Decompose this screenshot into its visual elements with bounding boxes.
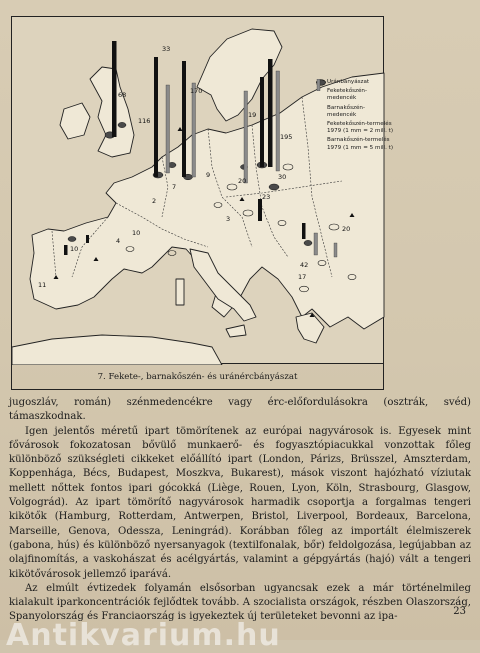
- brown-coal-bar-icon: [316, 137, 327, 138]
- legend-item-brown-coal-basins: Barnakőszén-medencék: [316, 105, 394, 119]
- label-17: 17: [298, 273, 307, 281]
- label-20: 20: [342, 225, 351, 233]
- label-9: 9: [206, 171, 211, 179]
- label-42: 42: [300, 261, 309, 269]
- label-2: 2: [152, 197, 157, 205]
- watermark: Antikvarium.hu: [6, 618, 281, 653]
- brown-coal-basin-icon: [316, 105, 327, 106]
- legend-item-uranium: Uránbányászat: [316, 79, 394, 86]
- body-text: [9, 396, 471, 625]
- label-68: 68: [118, 91, 127, 99]
- legend-item-black-coal-production: Feketekőszén-termelés 1979 (1 mm = 2 mill. t): [316, 121, 394, 135]
- greece-shape: [296, 313, 324, 343]
- label-116: 116: [138, 117, 151, 125]
- label-170: 170: [190, 87, 203, 95]
- africa-coast-shape: [12, 335, 222, 365]
- paragraph: Az elmúlt évtizedek folyamán elsősorban ugyancsak ezek a már történelmileg kialakult iparkoncentrációk fejlődtek tovább. A szocialista országok, részben Olaszország, Spanyolország és Franciaország is igyekeztek új területeket bevonni az ipa-: [9, 582, 471, 623]
- page-number: 23: [453, 606, 466, 617]
- label-19: 19: [248, 111, 257, 119]
- paragraph: jugoszláv, román) szénmedencékre vagy érc-előfordulásokra (osztrák, svéd) támaszkodnak.: [9, 397, 471, 423]
- label-4: 4: [116, 237, 121, 245]
- sardinia-shape: [176, 279, 184, 305]
- label-30: 30: [278, 173, 287, 181]
- label-10a: 10: [70, 245, 79, 253]
- legend-item-black-coal-basins: Feketekőszén-medencék: [316, 88, 394, 102]
- label-195: 195: [280, 133, 293, 141]
- paragraph: Igen jelentős méretű ipart tömörítenek az európai nagyvárosok is. Egyesek mint fővárosok fokozatosan bővülő munkaerő- és fogyasztópiacukkal vonzottak főleg különböző szükségleti cikkeket előállító ipart (London, Párizs, Brüsszel, Amszterdam, Koppenhága, Bécs, Budapest, Moszkva, Bukarest), mások viszont hajózható víziutak mellett nőttek fontos ipari gócokká (Liège, Rouen, Lyon, Köln, Strasbourg, Glasgow, Volgográd). Az ipart tömörítő nagyvárosok harmadik csoportja a forgalmas tengeri kikötők (Hamburg, Rotterdam, Antwerpen, Bristol, Liverpool, Bordeaux, Barcelona, Marseille, Genova, Odessza, Leningrád). Korábban főleg az importált élelmiszerek (gabona, hús) és különböző nyersanyagok (textilfonalak, bőr) feldolgozása, legújabban az olajfinomítás, a vaskohászat és acélgyártás, valamint a gépgyártás (hajó) vált a tengeri kikötővárosok jellemző iparává.: [9, 425, 471, 580]
- europe-map: [12, 17, 385, 365]
- map-figure: [11, 16, 394, 364]
- figure-caption: 7. Fekete-, barnakőszén- és uránércbányászat: [11, 364, 384, 390]
- sicily-shape: [226, 325, 246, 337]
- black-coal-bar-icon: [316, 121, 327, 122]
- label-10b: 10: [132, 229, 141, 237]
- label-11: 11: [38, 281, 47, 289]
- label-7: 7: [172, 183, 177, 191]
- label-23: 23: [262, 193, 271, 201]
- ireland-shape: [60, 103, 90, 139]
- label-3: 3: [226, 215, 231, 223]
- label-20b: 20: [238, 177, 247, 185]
- legend-item-brown-coal-production: Barnakőszén-termelés 1979 (1 mm = 5 mill. t): [316, 137, 394, 151]
- map-legend: [316, 79, 394, 154]
- label-33: 33: [162, 45, 171, 53]
